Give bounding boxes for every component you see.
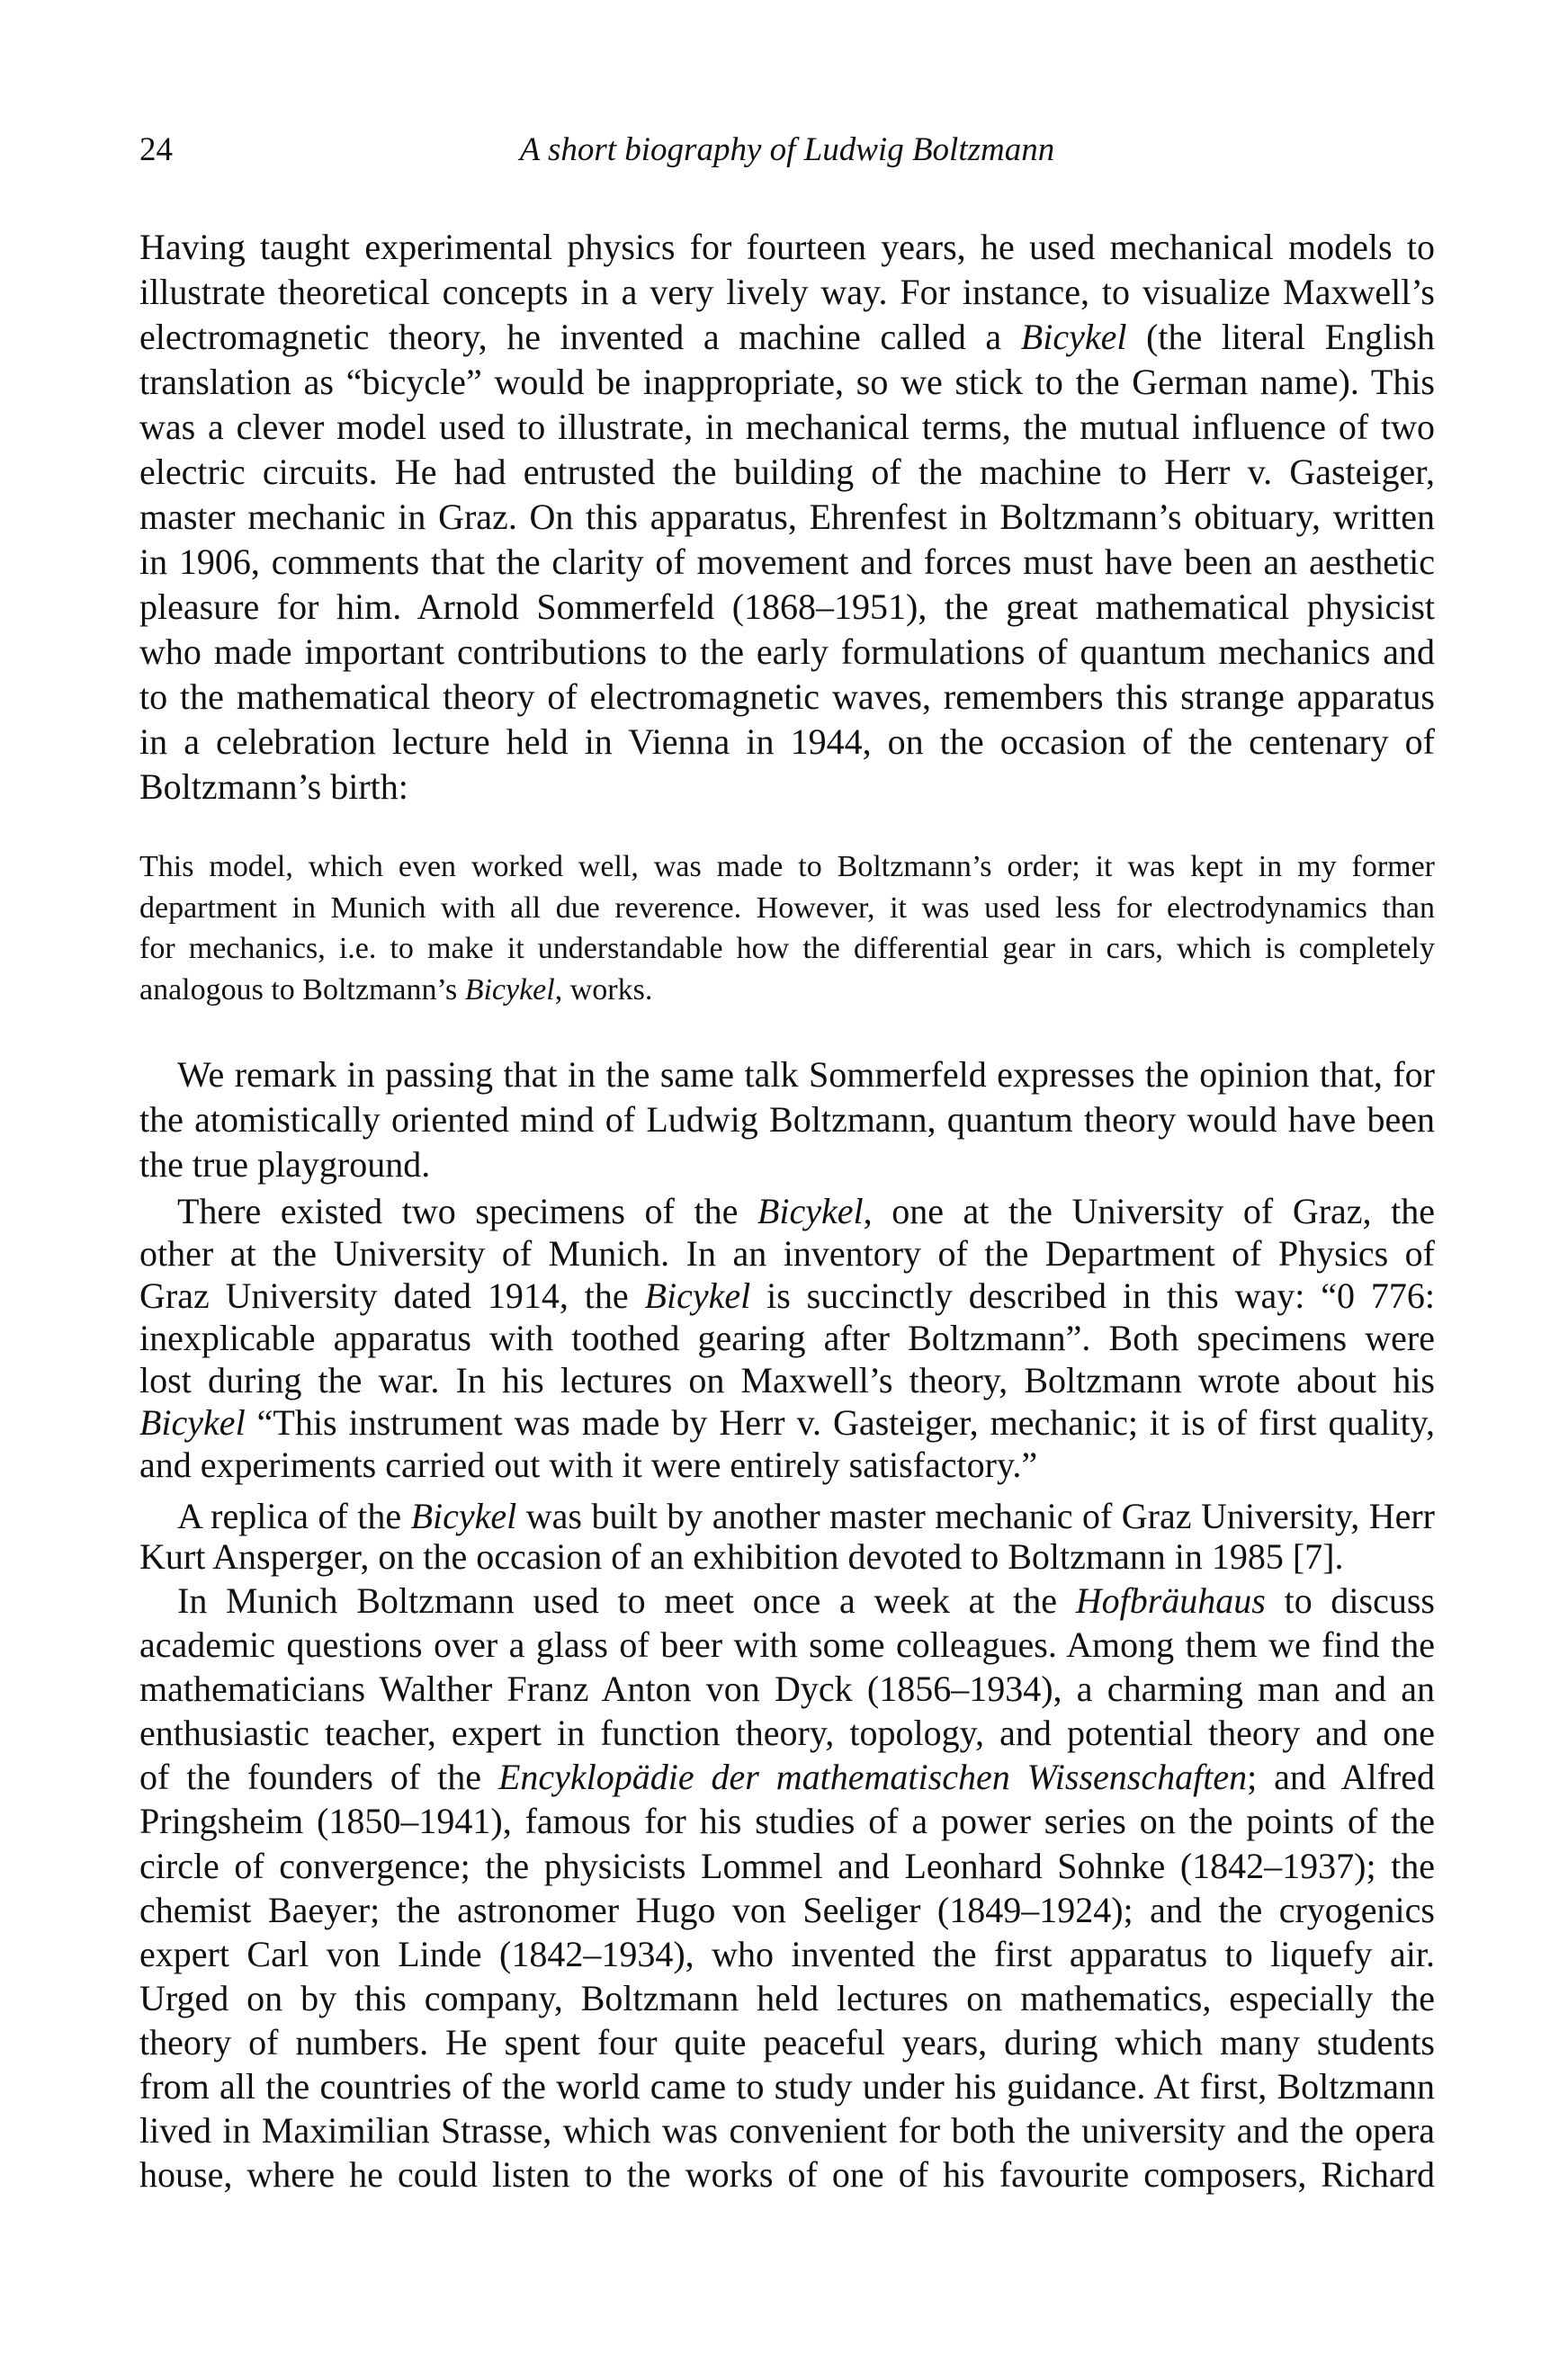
text-run: A replica of the <box>177 1496 411 1536</box>
italic-term: Bicykel <box>139 1402 246 1443</box>
paragraph <box>139 1496 1435 1577</box>
text-line <box>139 360 1435 405</box>
text-run: ; and Alfred <box>1247 1757 1435 1798</box>
text-line <box>139 720 1435 765</box>
text-line <box>139 1097 1435 1142</box>
text-run: enthusiastic teacher, expert in function theory, topology, and potential theory and one <box>139 1713 1435 1754</box>
text-line <box>139 450 1435 495</box>
text-run: from all the countries of the world came to study under his guidance. At first, Boltzmann <box>139 2066 1435 2107</box>
text-run: for mechanics, i.e. to make it understandable how the differential gear in cars, which is completely <box>139 932 1435 965</box>
text-line <box>139 1401 1435 1444</box>
text-line <box>139 2064 1435 2108</box>
text-run: Kurt Ansperger, on the occasion of an exhibition devoted to Boltzmann in 1985 [7]. <box>139 1536 1344 1577</box>
text-run: inexplicable apparatus with toothed gearing after Boltzmann”. Both specimens were <box>139 1318 1435 1358</box>
running-head <box>139 128 1435 173</box>
text-run: expert Carl von Linde (1842–1934), who invented the first apparatus to liquefy air. <box>139 1933 1435 1974</box>
text-run: , one at the University of Graz, the <box>863 1191 1435 1231</box>
italic-term: Bicykel <box>410 1496 517 1536</box>
text-run: This model, which even worked well, was made to Boltzmann’s order; it was kept in my former <box>139 850 1435 883</box>
text-run: was a clever model used to illustrate, in mechanical terms, the mutual influence of two <box>139 407 1435 447</box>
text-line <box>139 1190 1435 1232</box>
text-run: translation as “bicycle” would be inappropriate, so we stick to the German name). This <box>139 362 1435 402</box>
text-run: house, where he could listen to the works of one of his favourite composers, Richard <box>139 2154 1435 2196</box>
text-line <box>139 225 1435 270</box>
text-line <box>139 1142 1435 1187</box>
paragraph <box>139 1579 1435 2197</box>
text-line <box>139 495 1435 540</box>
text-run: in 1906, comments that the clarity of movement and forces must have been an aesthetic <box>139 541 1435 582</box>
text-line <box>139 1844 1435 1888</box>
text-line <box>139 540 1435 585</box>
text-run: Having taught experimental physics for fourteen years, he used mechanical models to <box>139 227 1435 267</box>
text-run: We remark in passing that in the same talk Sommerfeld expresses the opinion that, for <box>177 1054 1435 1095</box>
text-run: chemist Baeyer; the astronomer Hugo von Seeliger (1849–1924); and the cryogenics <box>139 1889 1435 1930</box>
text-line <box>139 270 1435 315</box>
text-run: illustrate theoretical concepts in a very lively way. For instance, to visualize Maxwell’s <box>139 272 1435 312</box>
paragraph <box>139 1190 1435 1486</box>
text-line <box>139 970 1435 1011</box>
italic-term: Hofbräuhaus <box>1075 1580 1266 1621</box>
text-run: lived in Maximilian Strasse, which was convenient for both the university and the opera <box>139 2110 1435 2152</box>
text-run: academic questions over a glass of beer with some colleagues. Among them we find the <box>139 1624 1435 1666</box>
text-run: In Munich Boltzmann used to meet once a week at the <box>177 1580 1076 1621</box>
text-line <box>139 1888 1435 1932</box>
text-line <box>139 1932 1435 1976</box>
text-run: lost during the war. In his lectures on Maxwell’s theory, Boltzmann wrote about his <box>139 1360 1435 1400</box>
italic-term: Bicykel <box>464 972 555 1007</box>
text-run: is succinctly described in this way: “0 776: <box>750 1275 1435 1316</box>
text-line <box>139 1667 1435 1711</box>
text-line <box>139 1052 1435 1097</box>
italic-term: Encyklopädie der mathematischen Wissenschaften <box>497 1757 1248 1798</box>
text-run: master mechanic in Graz. On this apparatus, Ehrenfest in Boltzmann’s obituary, written <box>139 497 1435 537</box>
text-line <box>139 1711 1435 1755</box>
text-line <box>139 1359 1435 1401</box>
text-line <box>139 1444 1435 1486</box>
text-line <box>139 1536 1435 1577</box>
text-run: There existed two specimens of the <box>177 1191 757 1231</box>
text-run: to the mathematical theory of electromagnetic waves, remembers this strange apparatus <box>139 676 1435 717</box>
text-line <box>139 1496 1435 1536</box>
text-line <box>139 1275 1435 1317</box>
italic-term: Bicykel <box>1020 317 1127 357</box>
text-line <box>139 928 1435 970</box>
text-line <box>139 1579 1435 1623</box>
text-line <box>139 1755 1435 1799</box>
text-run: theory of numbers. He spent four quite peaceful years, during which many students <box>139 2021 1435 2062</box>
text-run: circle of convergence; the physicists Lommel and Leonhard Sohnke (1842–1937); the <box>139 1845 1435 1886</box>
text-run: and experiments carried out with it were entirely satisfactory.” <box>139 1445 1038 1485</box>
page-number: 24 <box>139 131 173 168</box>
italic-term: Bicykel <box>757 1191 864 1231</box>
text-line <box>139 405 1435 450</box>
text-line <box>139 675 1435 720</box>
italic-term: Bicykel <box>644 1275 751 1316</box>
text-line <box>139 1317 1435 1359</box>
block-quote <box>139 846 1435 1010</box>
text-run: electromagnetic theory, he invented a machine called a <box>139 317 1021 357</box>
text-line <box>139 765 1435 810</box>
text-run: department in Munich with all due reverence. However, it was used less for electrodynamics than <box>139 890 1435 925</box>
running-title: A short biography of Ludwig Boltzmann <box>519 131 1055 168</box>
text-line <box>139 1976 1435 2020</box>
text-run: , works. <box>554 972 653 1007</box>
text-run: who made important contributions to the early formulations of quantum mechanics and <box>139 631 1435 672</box>
text-line <box>139 2152 1435 2197</box>
text-run: mathematicians Walther Franz Anton von Dyck (1856–1934), a charming man and an <box>139 1669 1435 1710</box>
text-run: the atomistically oriented mind of Ludwig Boltzmann, quantum theory would have been <box>139 1099 1435 1140</box>
text-line <box>139 2108 1435 2152</box>
text-run: Graz University dated 1914, the <box>139 1275 645 1316</box>
text-run: (the literal English <box>1126 317 1435 357</box>
text-line <box>139 846 1435 888</box>
text-run: Boltzmann’s birth: <box>139 766 408 807</box>
text-run: was built by another master mechanic of Graz University, Herr <box>516 1496 1435 1536</box>
text-run: pleasure for him. Arnold Sommerfeld (1868–1951), the great mathematical physicist <box>139 586 1435 627</box>
paragraph <box>139 1052 1435 1187</box>
text-run: other at the University of Munich. In an inventory of the Department of Physics of <box>139 1233 1435 1274</box>
text-run: to discuss <box>1265 1580 1435 1621</box>
text-run: Pringsheim (1850–1941), famous for his studies of a power series on the points of the <box>139 1801 1435 1842</box>
text-line <box>139 315 1435 360</box>
text-line <box>139 585 1435 630</box>
text-line <box>139 1799 1435 1843</box>
text-line <box>139 888 1435 929</box>
text-run: Urged on by this company, Boltzmann held lectures on mathematics, especially the <box>139 1977 1435 2018</box>
text-line <box>139 1232 1435 1275</box>
text-line <box>139 1623 1435 1667</box>
paragraph <box>139 225 1435 810</box>
text-line <box>139 2020 1435 2064</box>
text-run: electric circuits. He had entrusted the building of the machine to Herr v. Gasteiger, <box>139 452 1435 492</box>
text-run: the true playground. <box>139 1144 431 1185</box>
text-run: of the founders of the <box>139 1757 498 1798</box>
text-line <box>139 630 1435 675</box>
text-run: “This instrument was made by Herr v. Gasteiger, mechanic; it is of first quality, <box>245 1402 1435 1443</box>
text-run: in a celebration lecture held in Vienna in 1944, on the occasion of the centenary of <box>139 721 1435 762</box>
text-run: analogous to Boltzmann’s <box>139 972 465 1007</box>
